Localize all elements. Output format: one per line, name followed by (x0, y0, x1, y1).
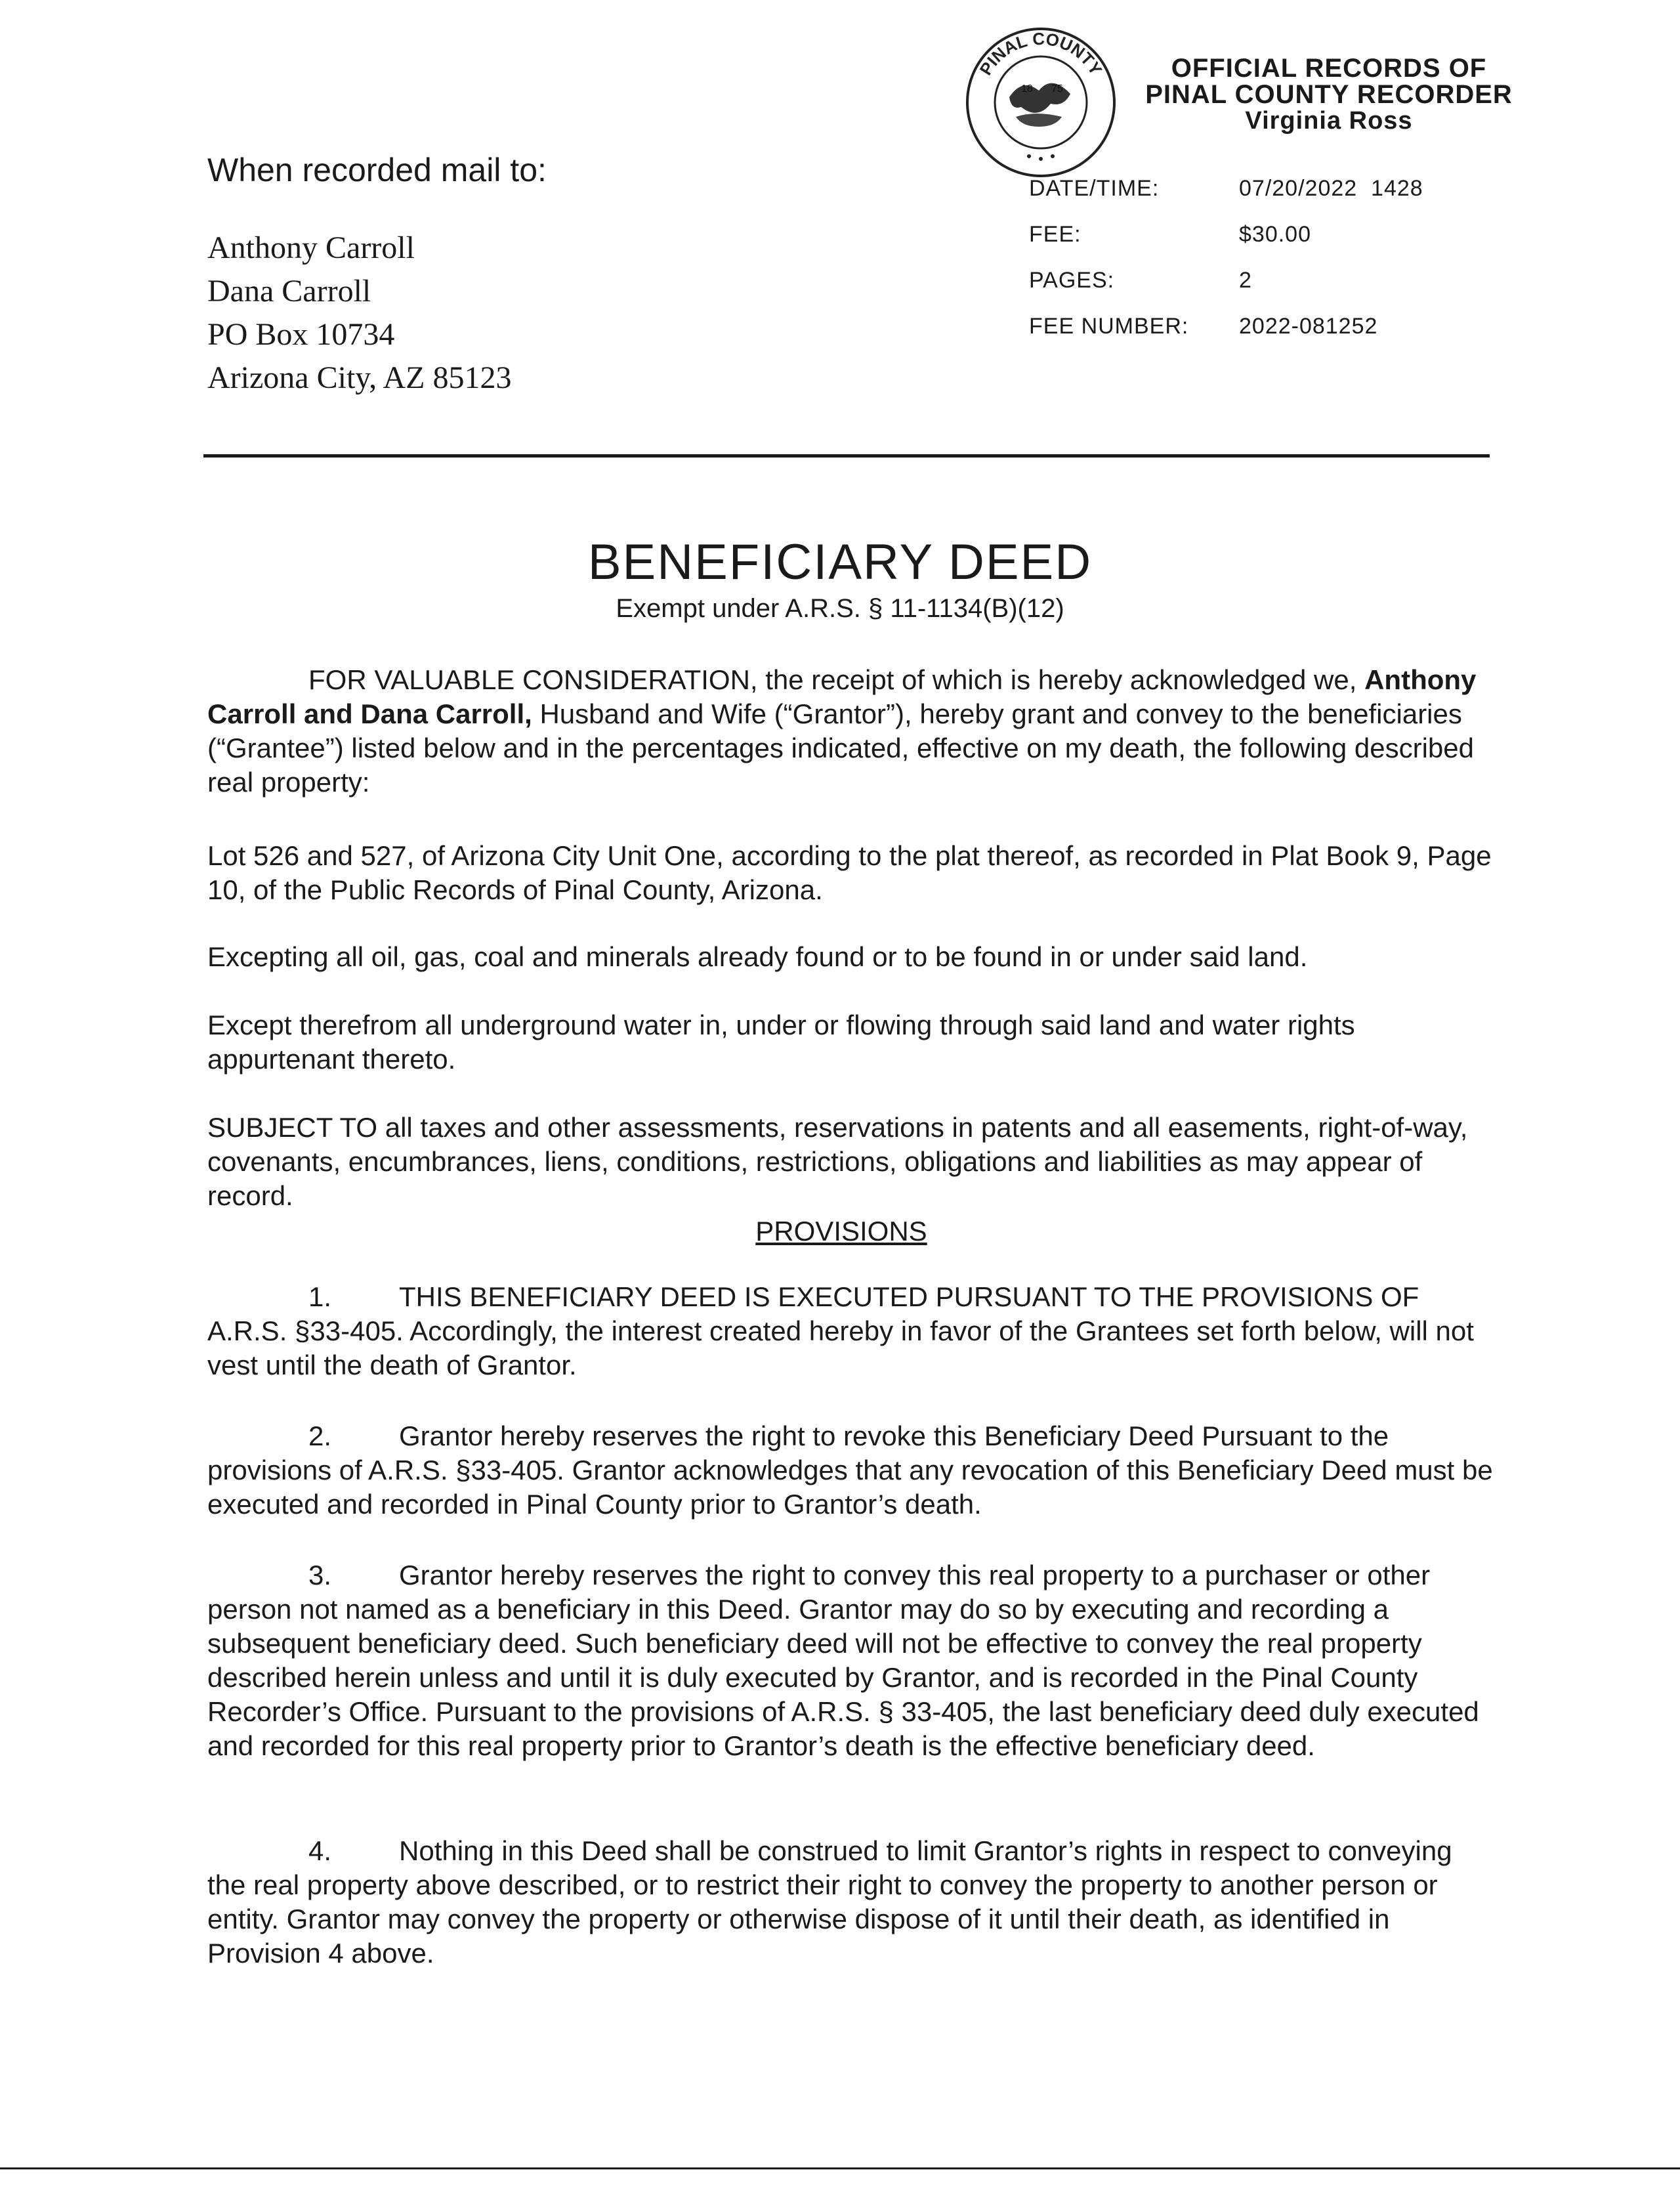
grantor-names: Anthony Carroll and Dana Carroll, (207, 664, 1477, 729)
mail-to-line: PO Box 10734 (207, 317, 395, 352)
provision-text: Grantor hereby reserves the right to convey this real property to a purchaser or other person not named as a beneficiary in this Deed. Grantor may do so by executing and recording a subsequent beneficiary deed. Such beneficiary deed will not be effective to convey the real property described herein unless and until it is duly executed by Grantor, and is recorded in the Pinal County Recorder’s Office. Pursuant to the provisions of A.R.S. § 33-405, the last beneficiary deed duly executed and recorded for this real property prior to Grantor’s death is the effective beneficiary deed. (207, 1560, 1479, 1761)
document-subtitle: Exempt under A.R.S. § 11-1134(B)(12) (616, 594, 1064, 623)
mail-to-heading: When recorded mail to: (207, 152, 547, 188)
footer-divider (0, 2167, 1680, 2169)
pages-label: PAGES: (1029, 268, 1115, 293)
recorder-header (1125, 55, 1532, 134)
mail-to-address (207, 226, 512, 400)
svg-text:PINAL COUNTY (976, 29, 1106, 79)
mail-to-line: Anthony Carroll (207, 230, 415, 265)
except-water-rights: Except therefrom all underground water in, under or flowing through said land and water rights appurtenant thereto. (207, 1010, 1355, 1075)
provision-number: 4. (308, 1835, 332, 1866)
legal-description: Lot 526 and 527, of Arizona City Unit One, according to the plat thereof, as recorded in Plat Book 9, Page 10, of the Public Records of Pinal County, Arizona. (207, 840, 1492, 905)
provision-text: Grantor hereby reserves the right to revoke this Beneficiary Deed Pursuant to the provisions of A.R.S. §33-405. Grantor acknowledges that any revocation of this Beneficiary Deed must be executed and recorded in Pinal County prior to Grantor’s death. (207, 1420, 1493, 1520)
mail-to-line: Dana Carroll (207, 274, 371, 309)
provision-number: 3. (308, 1560, 332, 1590)
fee-label: FEE: (1029, 222, 1082, 247)
provision-number: 1. (308, 1281, 332, 1312)
date-time-label: DATE/TIME: (1029, 176, 1160, 201)
provision-text: Nothing in this Deed shall be construed to limit Grantor’s rights in respect to conveying the real property above described, or to restrict their right to convey the property to another person or entity. Grantor may convey the property or otherwise dispose of it until their death, as identified in Provision 4 above. (207, 1835, 1452, 1969)
fee-number-value: 2022-081252 (1239, 314, 1378, 339)
pages-value: 2 (1239, 268, 1252, 293)
recorder-name: Virginia Ross (1245, 107, 1413, 135)
provisions-heading: PROVISIONS (755, 1216, 927, 1247)
county-seal (963, 25, 1118, 180)
seal-year-right: 75 (1051, 83, 1063, 95)
consideration-paragraph (207, 663, 1494, 799)
subject-to-clause: SUBJECT TO all taxes and other assessments, reservations in patents and all easements, right-of-way, covenants, encumbrances, liens, conditions, restrictions, obligations and liabilities as may appear of record. (207, 1112, 1468, 1211)
provision-item (207, 1558, 1494, 1763)
consideration-prefix: FOR VALUABLE CONSIDERATION, the receipt of which is hereby acknowledged we, (308, 664, 1365, 695)
excepting-minerals: Excepting all oil, gas, coal and minerals already found or to be found in or under said land. (207, 941, 1308, 972)
recorder-line-2: PINAL COUNTY RECORDER (1145, 80, 1513, 109)
consideration-suffix: Husband and Wife (“Grantor”), hereby grant and convey to the beneficiaries (“Grantee”) listed below and in the percentages indicated, effective on my death, the following described real property: (207, 698, 1475, 798)
provision-item (207, 1419, 1494, 1522)
mail-to-line: Arizona City, AZ 85123 (207, 360, 512, 395)
seal-year-left: 18 (1021, 83, 1033, 95)
provision-number: 2. (308, 1420, 332, 1451)
recorder-line-1: OFFICIAL RECORDS OF (1171, 54, 1487, 83)
document-title: BENEFICIARY DEED (587, 534, 1093, 590)
provision-item (207, 1834, 1494, 1971)
fee-value: $30.00 (1239, 222, 1311, 247)
seal-ring-text: PINAL COUNTY (975, 28, 1106, 79)
date-time-value: 07/20/2022 1428 (1239, 176, 1423, 201)
fee-number-label: FEE NUMBER: (1029, 314, 1189, 339)
header-divider (203, 454, 1490, 458)
provision-item (207, 1280, 1494, 1382)
provision-text: THIS BENEFICIARY DEED IS EXECUTED PURSUANT TO THE PROVISIONS OF A.R.S. §33-405. Accordingly, the interest created hereby in favor of the Grantees set forth below, will not vest until the death of Grantor. (207, 1281, 1474, 1380)
